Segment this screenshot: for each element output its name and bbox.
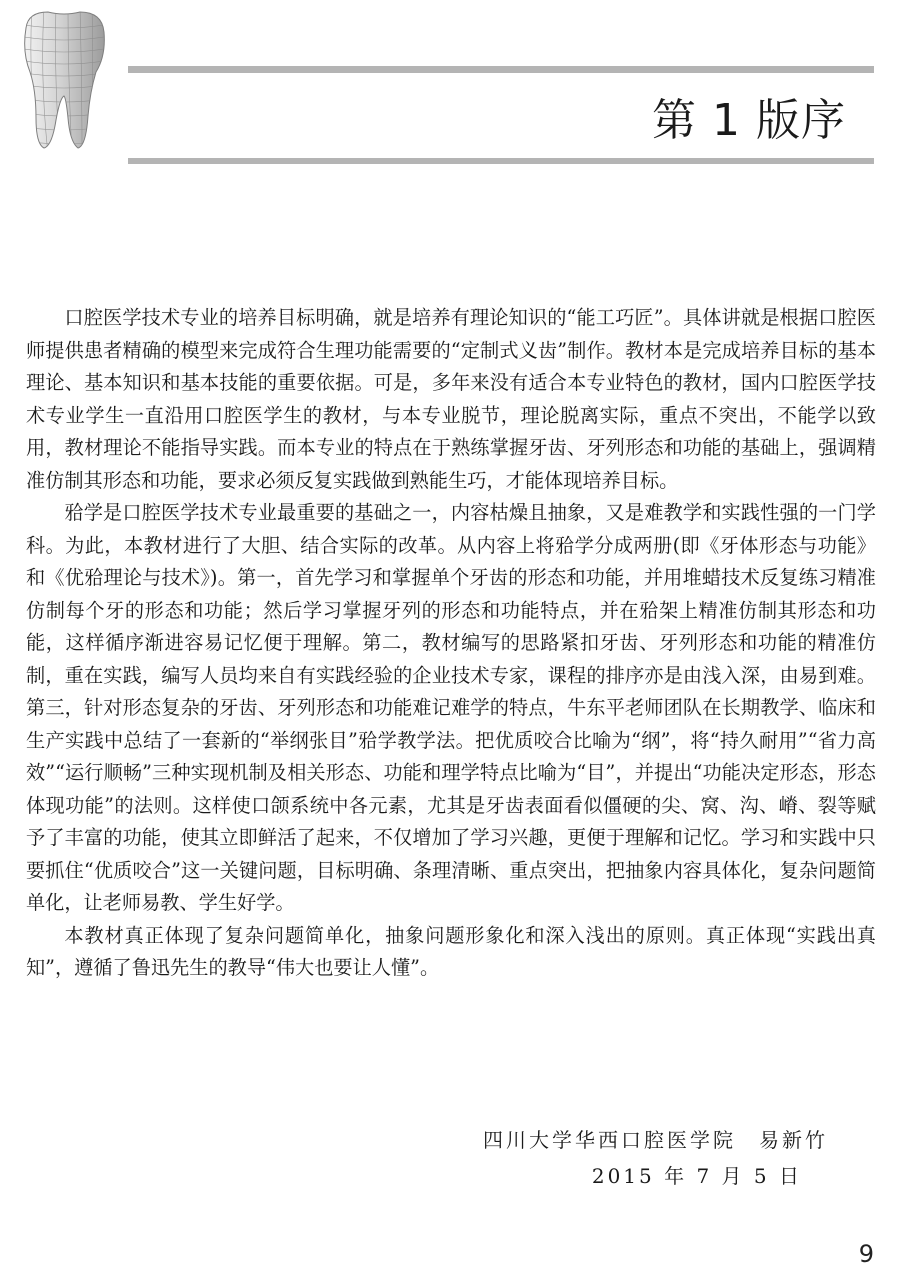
signature-block <box>483 1122 828 1194</box>
paragraph: 本教材真正体现了复杂问题简单化，抽象问题形象化和深入浅出的原则。真正体现“实践出真知”，遵循了鲁迅先生的教导“伟大也要让人懂”。 <box>26 923 876 979</box>
signature-author: 四川大学华西口腔医学院 易新竹 <box>483 1128 828 1152</box>
paragraph: 𬌗学是口腔医学技术专业最重要的基础之一，内容枯燥且抽象，又是难教学和实践性强的一门学科。为此，本教材进行了大胆、结合实际的改革。从内容上将𬌗学分成两册(即《牙体形态与功能》和《优𬌗理论与技术》)。第一，首先学习和掌握单个牙齿的形态和功能，并用堆蜡技术反复练习精准仿制每个牙的形态和功能；然后学习掌握牙列的形态和功能特点，并在𬌗架上精准仿制其形态和功能，这样循序渐进容易记忆便于理解。第二，教材编写的思路紧扣牙齿、牙列形态和功能的精准仿制，重在实践，编写人员均来自有实践经验的企业技术专家，课程的排序亦是由浅入深，由易到难。第三，针对形态复杂的牙齿、牙列形态和功能难记难学的特点，牛东平老师团队在长期教学、临床和生产实践中总结了一套新的“举纲张目”𬌗学教学法。把优质咬合比喻为“纲”，将“持久耐用”“省力高效”“运行顺畅”三种实现机制及相关形态、功能和理学特点比喻为“目”，并提出“功能决定形态，形态体现功能”的法则。这样使口颌系统中各元素，尤其是牙齿表面看似僵硬的尖、窝、沟、嵴、裂等赋予了丰富的功能，使其立即鲜活了起来，不仅增加了学习兴趣，更便于理解和记忆。学习和实践中只要抓住“优质咬合”这一关键问题，目标明确、条理清晰、重点突出，把抽象内容具体化，复杂问题简单化，让老师易教、学生好学。 <box>26 501 876 914</box>
paragraph: 口腔医学技术专业的培养目标明确，就是培养有理论知识的“能工巧匠”。具体讲就是根据口腔医师提供患者精确的模型来完成符合生理功能需要的“定制式义齿”制作。教材本是完成培养目标的基本理论、基本知识和基本技能的重要依据。可是，多年来没有适合本专业特色的教材，国内口腔医学技术专业学生一直沿用口腔医学生的教材，与本专业脱节，理论脱离实际，重点不突出，不能学以致用，教材理论不能指导实践。而本专业的特点在于熟练掌握牙齿、牙列形态和功能的基础上，强调精准仿制其形态和功能，要求必须反复实践做到熟能生巧，才能体现培养目标。 <box>26 306 876 492</box>
page-number: 9 <box>858 1240 874 1268</box>
signature-date: 2015 年 7 月 5 日 <box>591 1164 802 1188</box>
tooth-icon <box>18 6 110 154</box>
header-rule-bottom <box>128 158 874 164</box>
preface-body <box>26 302 876 985</box>
page-title: 第 1 版序 <box>652 95 846 146</box>
header-rule-top <box>128 66 874 73</box>
